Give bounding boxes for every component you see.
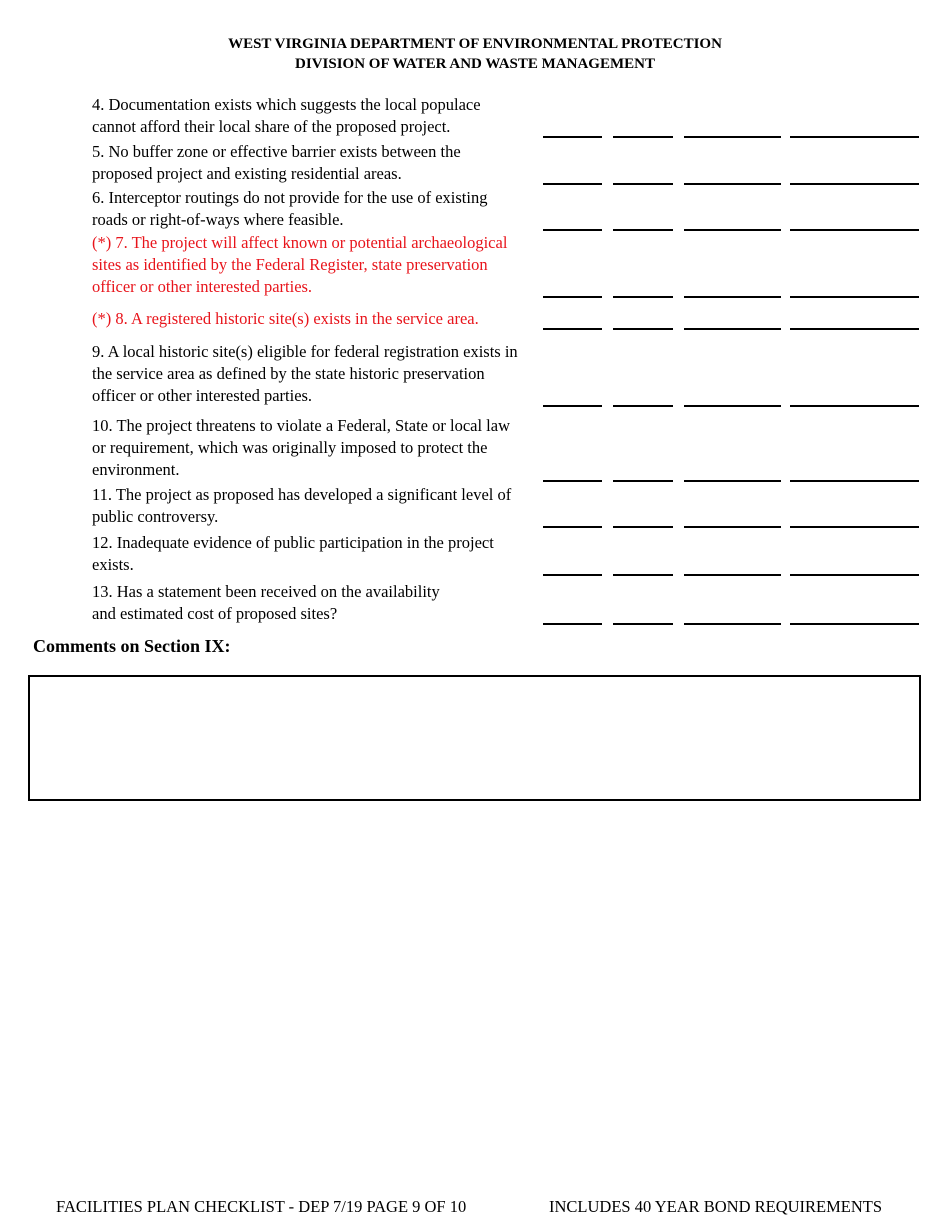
- checklist-item-13: [92, 581, 542, 625]
- item-text-line: environment.: [92, 460, 180, 479]
- checklist-item-8: [92, 308, 542, 330]
- item-8-blank-2[interactable]: [613, 328, 673, 330]
- item-12-blank-3[interactable]: [684, 574, 781, 576]
- item-7-blank-2[interactable]: [613, 296, 673, 298]
- item-11-blank-2[interactable]: [613, 526, 673, 528]
- item-text-line: 9. A local historic site(s) eligible for federal registration exists in: [92, 342, 518, 361]
- item-4-blank-1[interactable]: [543, 136, 602, 138]
- item-text-line: 11. The project as proposed has developed a significant level of: [92, 485, 512, 504]
- item-8-blank-4[interactable]: [790, 328, 919, 330]
- item-text-line: 5. No buffer zone or effective barrier exists between the: [92, 142, 461, 161]
- item-5-blank-2[interactable]: [613, 183, 673, 185]
- comments-section-title: Comments on Section IX:: [33, 636, 231, 656]
- item-text-line: 12. Inadequate evidence of public participation in the project: [92, 533, 494, 552]
- item-10-blank-2[interactable]: [613, 480, 673, 482]
- item-6-blank-3[interactable]: [684, 229, 781, 231]
- item-text-line: and estimated cost of proposed sites?: [92, 604, 338, 623]
- item-4-blank-2[interactable]: [613, 136, 673, 138]
- checklist-item-7: [92, 232, 542, 298]
- item-text-line: sites as identified by the Federal Register, state preservation: [92, 255, 488, 274]
- item-8-blank-3[interactable]: [684, 328, 781, 330]
- item-text-line: the service area as defined by the state historic preservation: [92, 364, 485, 383]
- item-text-line: 13. Has a statement been received on the availability: [92, 582, 440, 601]
- item-6-blank-2[interactable]: [613, 229, 673, 231]
- checklist-item-5: [92, 141, 542, 185]
- header-division: DIVISION OF WATER AND WASTE MANAGEMENT: [295, 56, 655, 72]
- item-8-blank-1[interactable]: [543, 328, 602, 330]
- item-12-blank-2[interactable]: [613, 574, 673, 576]
- item-11-blank-4[interactable]: [790, 526, 919, 528]
- item-9-blank-3[interactable]: [684, 405, 781, 407]
- item-13-blank-1[interactable]: [543, 623, 602, 625]
- item-13-blank-4[interactable]: [790, 623, 919, 625]
- item-10-blank-4[interactable]: [790, 480, 919, 482]
- item-text-line: exists.: [92, 555, 134, 574]
- item-text-line: officer or other interested parties.: [92, 386, 313, 405]
- item-4-blank-3[interactable]: [684, 136, 781, 138]
- item-text-line: or requirement, which was originally imposed to protect the: [92, 438, 488, 457]
- item-text-line: public controversy.: [92, 507, 219, 526]
- footer-page-info: FACILITIES PLAN CHECKLIST - DEP 7/19 PAGE 9 OF 10: [56, 1197, 467, 1216]
- item-13-blank-3[interactable]: [684, 623, 781, 625]
- item-text-line: 6. Interceptor routings do not provide for the use of existing: [92, 188, 488, 207]
- item-4-blank-4[interactable]: [790, 136, 919, 138]
- checklist-item-12: [92, 532, 542, 576]
- item-5-blank-3[interactable]: [684, 183, 781, 185]
- item-5-blank-4[interactable]: [790, 183, 919, 185]
- item-7-blank-4[interactable]: [790, 296, 919, 298]
- checklist-item-6: [92, 187, 542, 231]
- item-text-line: 10. The project threatens to violate a Federal, State or local law: [92, 416, 511, 435]
- item-6-blank-1[interactable]: [543, 229, 602, 231]
- footer-bond-note: INCLUDES 40 YEAR BOND REQUIREMENTS: [549, 1197, 883, 1216]
- item-text-line: 4. Documentation exists which suggests the local populace: [92, 95, 481, 114]
- item-12-blank-1[interactable]: [543, 574, 602, 576]
- checklist-item-4: [92, 94, 542, 138]
- item-9-blank-1[interactable]: [543, 405, 602, 407]
- item-10-blank-3[interactable]: [684, 480, 781, 482]
- item-12-blank-4[interactable]: [790, 574, 919, 576]
- document-header: [0, 34, 950, 74]
- item-11-blank-3[interactable]: [684, 526, 781, 528]
- item-text-line: proposed project and existing residential areas.: [92, 164, 402, 183]
- item-text-line: (*) 8. A registered historic site(s) exists in the service area.: [92, 309, 479, 328]
- checklist-item-9: [92, 341, 544, 407]
- comments-textbox[interactable]: [28, 675, 921, 801]
- item-text-line: cannot afford their local share of the proposed project.: [92, 117, 451, 136]
- checklist-item-11: [92, 484, 542, 528]
- item-text-line: (*) 7. The project will affect known or potential archaeological: [92, 233, 508, 252]
- item-6-blank-4[interactable]: [790, 229, 919, 231]
- item-13-blank-2[interactable]: [613, 623, 673, 625]
- item-text-line: officer or other interested parties.: [92, 277, 313, 296]
- item-9-blank-2[interactable]: [613, 405, 673, 407]
- header-department: WEST VIRGINIA DEPARTMENT OF ENVIRONMENTAL PROTECTION: [228, 36, 722, 52]
- item-text-line: roads or right-of-ways where feasible.: [92, 210, 344, 229]
- checklist-item-10: [92, 415, 542, 481]
- item-10-blank-1[interactable]: [543, 480, 602, 482]
- item-7-blank-3[interactable]: [684, 296, 781, 298]
- item-7-blank-1[interactable]: [543, 296, 602, 298]
- item-11-blank-1[interactable]: [543, 526, 602, 528]
- item-9-blank-4[interactable]: [790, 405, 919, 407]
- item-5-blank-1[interactable]: [543, 183, 602, 185]
